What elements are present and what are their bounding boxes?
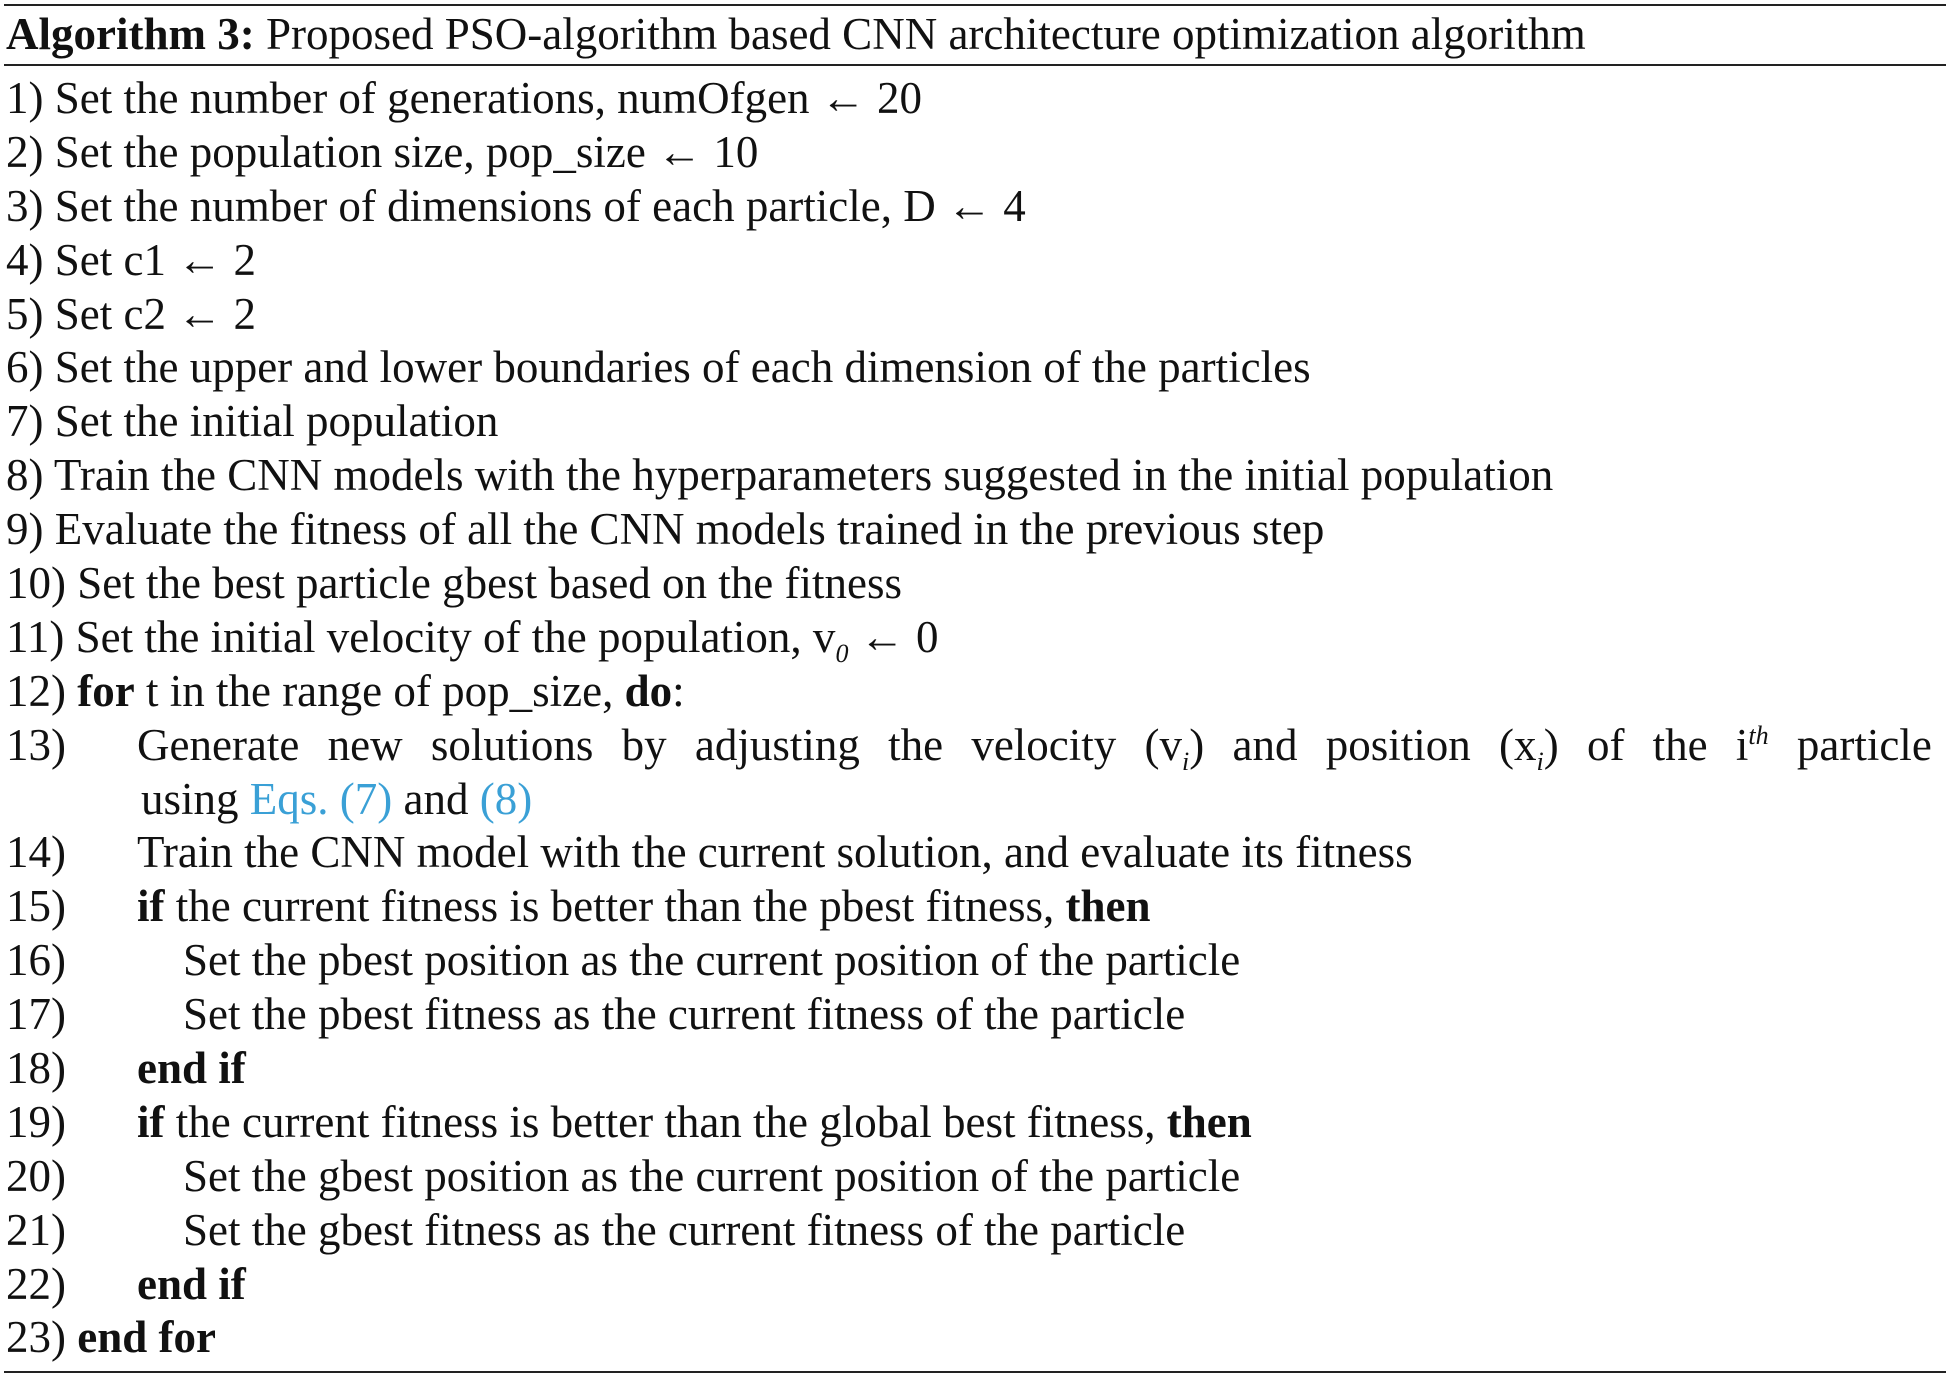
step-19-text: the current fitness is better than the global best fitness, xyxy=(164,1096,1167,1147)
keyword-end-if: end if xyxy=(137,1258,246,1309)
step-21-number: 21) xyxy=(6,1204,66,1255)
step-23-number: 23) xyxy=(6,1312,78,1363)
equation-7-link[interactable]: Eqs. (7) xyxy=(249,773,393,824)
word: the xyxy=(888,719,944,770)
ith-term xyxy=(1736,719,1769,773)
algorithm-label: Algorithm 3: xyxy=(6,9,255,59)
step-19-number: 19) xyxy=(6,1096,66,1147)
word: and xyxy=(1232,719,1298,770)
step-14-number: 14) xyxy=(6,827,66,878)
step-10: 10) Set the best particle gbest based on the fitness xyxy=(6,558,903,609)
word: adjusting xyxy=(694,719,860,770)
step-15-number: 15) xyxy=(6,881,66,932)
step-14-text: Train the CNN model with the current solution, and evaluate its fitness xyxy=(137,827,1413,878)
step-7: 7) Set the initial population xyxy=(6,396,499,447)
step-2: 2) Set the population size, pop_size ← 10 xyxy=(6,126,759,177)
step-16-number: 16) xyxy=(6,935,66,986)
step-12-colon: : xyxy=(672,665,685,716)
step-12-text: t in the range of pop_size, xyxy=(134,665,625,716)
velocity-close: ) xyxy=(1189,719,1205,770)
step-1: 1) Set the number of generations, numOfgen ← 20 xyxy=(6,73,923,123)
position-close: ) xyxy=(1543,719,1559,770)
step-12 xyxy=(4,665,1946,719)
velocity-subscript: i xyxy=(1182,746,1190,776)
step-15 xyxy=(4,880,1946,934)
keyword-do: do xyxy=(624,665,673,716)
word: new xyxy=(327,719,403,770)
step-11-subscript: 0 xyxy=(835,638,849,668)
step-8: 8) Train the CNN models with the hyperparameters suggested in the initial population xyxy=(6,450,1554,501)
step-11-value: ← 0 xyxy=(848,611,939,662)
step-21-text: Set the gbest fitness as the current fitness of the particle xyxy=(183,1204,1186,1255)
step-17-number: 17) xyxy=(6,989,66,1040)
step-17 xyxy=(4,988,1946,1042)
step-9: 9) Evaluate the fitness of all the CNN models trained in the previous step xyxy=(6,504,1325,555)
algorithm-box xyxy=(4,4,1946,1373)
word: velocity xyxy=(971,719,1117,770)
algorithm-header xyxy=(4,6,1946,64)
word: Generate xyxy=(137,719,300,770)
word: particle xyxy=(1796,719,1932,770)
keyword-end-if: end if xyxy=(137,1043,246,1094)
step-13-using: using xyxy=(141,773,250,824)
step-16 xyxy=(4,934,1946,988)
step-21 xyxy=(4,1204,1946,1258)
keyword-then: then xyxy=(1065,881,1151,932)
position-subscript: i xyxy=(1536,746,1544,776)
step-6: 6) Set the upper and lower boundaries of each dimension of the particles xyxy=(6,342,1311,393)
word: of xyxy=(1586,719,1625,770)
step-15-text: the current fitness is better than the pbest fitness, xyxy=(164,881,1066,932)
step-22-number: 22) xyxy=(6,1258,66,1309)
step-13-justified-text xyxy=(137,719,1932,776)
keyword-if: if xyxy=(137,1096,165,1147)
step-3: 3) Set the number of dimensions of each particle, D ← 4 xyxy=(6,180,1026,231)
velocity-symbol: (v xyxy=(1144,719,1183,770)
keyword-if: if xyxy=(137,881,165,932)
step-11 xyxy=(4,611,1946,668)
equation-8-link[interactable]: (8) xyxy=(479,773,533,824)
keyword-then: then xyxy=(1166,1096,1252,1147)
step-16-text: Set the pbest position as the current position of the particle xyxy=(183,935,1241,986)
step-22 xyxy=(4,1258,1946,1312)
algorithm-body xyxy=(4,66,1946,1371)
step-12-number: 12) xyxy=(6,665,66,716)
step-19 xyxy=(4,1096,1946,1150)
ith-base: i xyxy=(1735,719,1749,770)
step-13-continuation xyxy=(4,773,1946,827)
step-5: 5) Set c2 ← 2 xyxy=(6,288,256,339)
step-11-text: 11) Set the initial velocity of the population, v xyxy=(6,611,836,662)
algorithm-title: Proposed PSO-algorithm based CNN architecture optimization algorithm xyxy=(265,9,1586,59)
step-14 xyxy=(4,826,1946,880)
position-term xyxy=(1498,719,1559,776)
step-13-and: and xyxy=(392,773,480,824)
step-20-number: 20) xyxy=(6,1150,66,1201)
word: the xyxy=(1652,719,1708,770)
keyword-for: for xyxy=(77,665,135,716)
word: solutions xyxy=(430,719,594,770)
step-18-number: 18) xyxy=(6,1043,66,1094)
keyword-end-for: end for xyxy=(77,1312,216,1363)
step-20-text: Set the gbest position as the current position of the particle xyxy=(183,1150,1241,1201)
ith-superscript: th xyxy=(1748,720,1769,750)
step-4: 4) Set c1 ← 2 xyxy=(6,234,256,285)
step-13 xyxy=(4,719,1946,776)
velocity-term xyxy=(1144,719,1205,776)
position-symbol: (x xyxy=(1498,719,1537,770)
word: position xyxy=(1325,719,1471,770)
word: by xyxy=(621,719,667,770)
step-18 xyxy=(4,1042,1946,1096)
step-17-text: Set the pbest fitness as the current fitness of the particle xyxy=(183,989,1186,1040)
step-13-number: 13) xyxy=(6,719,66,770)
step-23 xyxy=(4,1311,1946,1365)
step-20 xyxy=(4,1150,1946,1204)
